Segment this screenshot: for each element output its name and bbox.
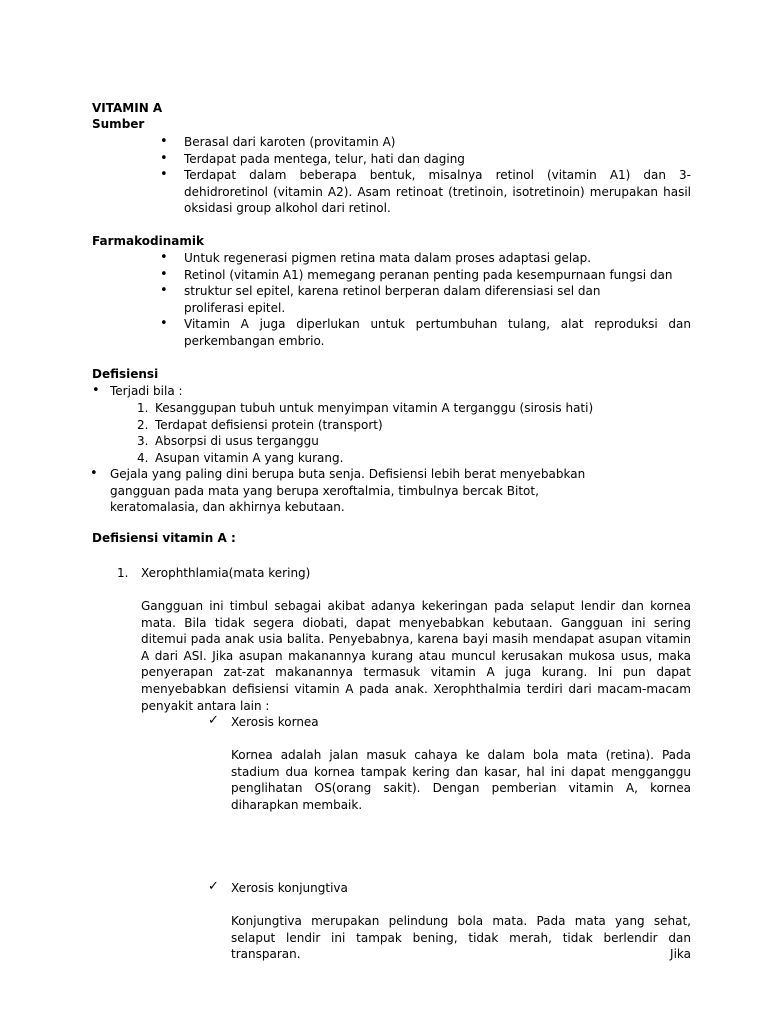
list-item: 1. Kesanggupan tubuh untuk menyimpan vitamin A terganggu (sirosis hati) — [137, 401, 594, 415]
checkmark-icon: ✓ — [208, 713, 219, 728]
sumber-list — [160, 134, 691, 217]
defisiensi-heading: Defisiensi — [92, 367, 159, 381]
document-page: VITAMIN A Sumber • Berasal dari karoten (provitamin A) • Terdapat pada mentega, telur, hati dan daging • Terdapat dalam beberapa bentuk, misalnya retinol (vitamin A1) dan 3- dehidroretinol (vitamin A2). Asam retinoat (tretinoin, isotretinoin) merupakan hasil oksidasi group alkohol dari retinol. Farmakodinamik • Untuk regenerasi pigmen retina mata dalam proses adaptasi gelap. • Retinol (vitamin A1) memegang peranan penting pada kesempurnaan fungsi dan • struktur sel epitel, karena retinol berperan dalam diferensiasi sel dan proliferasi epitel. • Vitamin A juga diperlukan untuk pertumbuhan tulang, alat reproduksi dan perkembangan embrio. Defisiensi • Terjadi bila : 1. Kesanggupan tubuh untuk menyimpan vitamin A terganggu (sirosis hati) 2. Terdapat defisiensi protein (transport) 3. Absorpsi di usus terganggu 4. Asupan vitamin A yang kurang. • Gejala yang paling dini berupa buta senja. Defisiensi lebih berat menyebabkan gangguan pada mata yang berupa xeroftalmia, timbulnya bercak Bitot, keratomalasia, dan akhirnya kebutaan. Defisiensi vitamin A : 1. Xerophthlamia(mata kering) Gangguan ini timbul sebagai akibat adanya kekeringan pada selaput lendir dan kornea mata. Bila tidak segera diobati, dapat menyebabkan kebutaan. Gangguan ini sering ditemui pada anak usia balita. Penyebabnya, karena bayi masih mendapat asupan vitamin A dari ASI. Jika asupan makanannya kurang atau muncul kerusakan mukosa usus, maka penyerapan zat-zat makanannya termasuk vitamin A juga kurang. Ini pun dapat menyebabkan defisiensi vitamin A pada anak. Xerophthalmia terdiri dari macam-macam penyakit antara lain : ✓ Xerosis kornea Kornea adalah jalan masuk cahaya ke dalam bola mata (retina). Pada stadium dua kornea tampak kering dan kasar, hal ini dapat mengganggu penglihatan OS(orang sakit). Dengan pemberian vitamin A, kornea diharapkan membaik. ✓ Xerosis konjungtiva Konjungtiva merupakan pelindung bola mata. Pada mata yang sehat, selaput lendir ini tampak bening, tidak merah, tidak berlendir dan transparan. Jika — [90, 101, 691, 962]
defisiensi-bullet-2: • Gejala yang paling dini berupa buta senja. Defisiensi lebih berat menyebabkan gangguan pada mata yang berupa xeroftalmia, timbulnya bercak Bitot, keratomalasia, dan akhirnya kebutaan. — [90, 466, 586, 515]
list-item: • Terdapat dalam beberapa bentuk, misalnya retinol (vitamin A1) dan 3- dehidroretinol (vitamin A2). Asam retinoat (tretinoin, isotretinoin) merupakan hasil oksidasi group alkohol dari retinol. — [160, 167, 691, 216]
list-item: 4. Asupan vitamin A yang kurang. — [137, 450, 344, 465]
document-title: VITAMIN A — [92, 101, 163, 115]
xerophthalmia-title: Xerophthlamia(mata kering) — [141, 566, 311, 580]
xerosis-kornea-paragraph: Kornea adalah jalan masuk cahaya ke dalam bola mata (retina). Pada stadium dua kornea tampak kering dan kasar, hal ini dapat mengganggu penglihatan OS(orang sakit). Dengan pemberian vitamin A, kornea diharapkan membaik. — [231, 748, 691, 812]
farmakodinamik-heading: Farmakodinamik — [92, 234, 204, 248]
xerophthalmia-paragraph: Gangguan ini timbul sebagai akibat adanya kekeringan pada selaput lendir dan kornea mata. Bila tidak segera diobati, dapat menyebabkan kebutaan. Gangguan ini sering ditemui pada anak usia balita. Penyebabnya, karena bayi masih mendapat asupan vitamin A dari ASI. Jika asupan makanannya kurang atau muncul kerusakan mukosa usus, maka penyerapan zat-zat makanannya termasuk vitamin A juga kurang. Ini pun dapat menyebabkan defisiensi vitamin A pada anak. Xerophthalmia terdiri dari macam-macam penyakit antara lain : — [141, 599, 691, 713]
farmakodinamik-list — [160, 250, 691, 350]
xerosis-kornea-title: Xerosis kornea — [231, 715, 319, 729]
list-item: • Untuk regenerasi pigmen retina mata dalam proses adaptasi gelap. — [160, 250, 592, 265]
sumber-heading: Sumber — [92, 117, 145, 131]
checkmark-icon: ✓ — [208, 879, 219, 894]
list-item: • Terdapat pada mentega, telur, hati dan daging — [160, 150, 465, 166]
list-item: • Berasal dari karoten (provitamin A) — [160, 134, 396, 149]
list-item: 3. Absorpsi di usus terganggu — [137, 434, 319, 449]
xerophthalmia-number: 1. — [117, 566, 129, 580]
defisiensi-vitamin-a-heading: Defisiensi vitamin A : — [92, 531, 236, 545]
list-item: • Vitamin A juga diperlukan untuk pertumbuhan tulang, alat reproduksi dan perkembangan embrio. — [160, 316, 691, 348]
list-item: • struktur sel epitel, karena retinol berperan dalam diferensiasi sel dan proliferasi epitel. — [160, 283, 601, 315]
xerosis-konjungtiva-title: Xerosis konjungtiva — [231, 881, 348, 895]
list-item: 2. Terdapat defisiensi protein (transport) — [137, 417, 383, 432]
xerosis-konjungtiva-paragraph: Konjungtiva merupakan pelindung bola mata. Pada mata yang sehat, selaput lendir ini tampak bening, tidak merah, tidak berlendir dan transparan. Jika — [231, 914, 691, 962]
defisiensi-numbered-list — [137, 400, 675, 466]
list-item: • Retinol (vitamin A1) memegang peranan penting pada kesempurnaan fungsi dan — [160, 266, 673, 282]
